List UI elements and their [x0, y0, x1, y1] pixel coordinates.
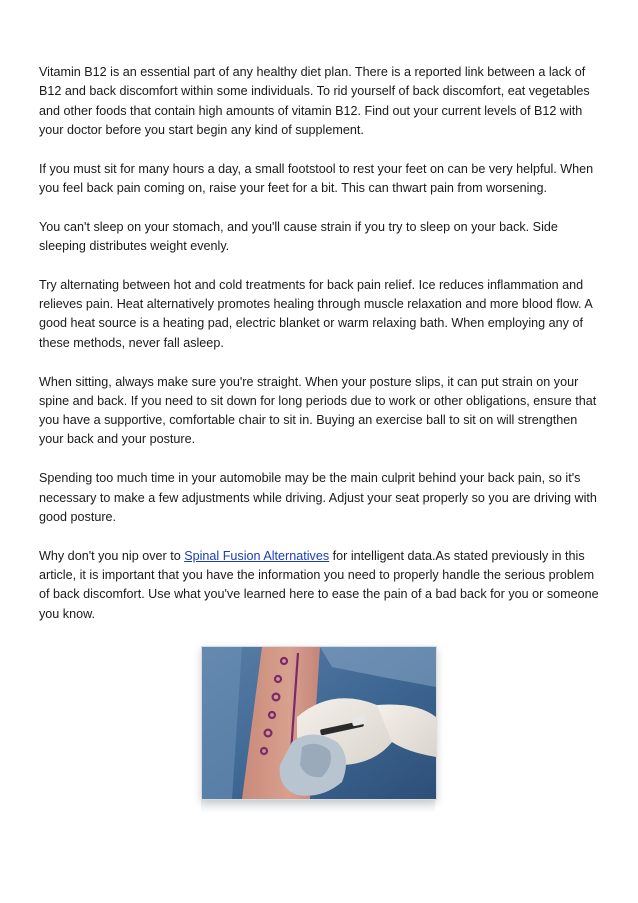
medical-photo — [201, 646, 437, 800]
paragraph-closing — [39, 547, 601, 624]
paragraph-driving: Spending too much time in your automobile may be the main culprit behind your back pain, so it's necessary to make a few adjustments while driving. Adjust your seat properly so you are driving with good posture. — [39, 471, 597, 524]
paragraph-footstool: If you must sit for many hours a day, a small footstool to rest your feet on can be very helpful. When you feel back pain coming on, raise your feet for a bit. This can thwart pain from worsening. — [39, 161, 594, 195]
paragraph-vitamin-b12: Vitamin B12 is an essential part of any healthy diet plan. There is a reported link between a lack of B12 and back discomfort within some individuals. To rid yourself of back discomfort, eat vegetables and other foods that contain high amounts of vitamin B12. Find out your current levels of B12 with your doctor before you start begin any kind of supplement. — [39, 65, 590, 137]
medical-photo-illustration — [202, 647, 436, 799]
paragraph-sleeping: You can't sleep on your stomach, and you'll cause strain if you try to sleep on your back. Side sleeping distributes weight evenly. — [39, 219, 558, 254]
article-body — [39, 63, 601, 643]
closing-text-after: for intelligent data.As stated previously in this article, it is important that you have the information you need to properly handle the serious problem of back discomfort. Use what you've learned here to ease the pain of a bad back for you or someone you know. — [39, 548, 599, 621]
spinal-fusion-link[interactable]: Spinal Fusion Alternatives — [184, 548, 330, 563]
paragraph-hot-cold: Try alternating between hot and cold treatments for back pain relief. Ice reduces inflammation and relieves pain. Heat alternatively promotes healing through muscle relaxation and more blood flow. A good heat source is a heating pad, electric blanket or warm relaxing bath. When employing any of these methods, never fall asleep. — [39, 277, 593, 350]
paragraph-posture: When sitting, always make sure you're straight. When your posture slips, it can put strain on your spine and back. If you need to sit down for long periods due to work or other obligations, ensure that you have a supportive, comfortable chair to sit in. Buying an exercise ball to sit on will strengthen your back and your posture. — [39, 374, 597, 447]
photo-reflection — [201, 800, 435, 814]
closing-text-before: Why don't you nip over to — [39, 548, 185, 563]
